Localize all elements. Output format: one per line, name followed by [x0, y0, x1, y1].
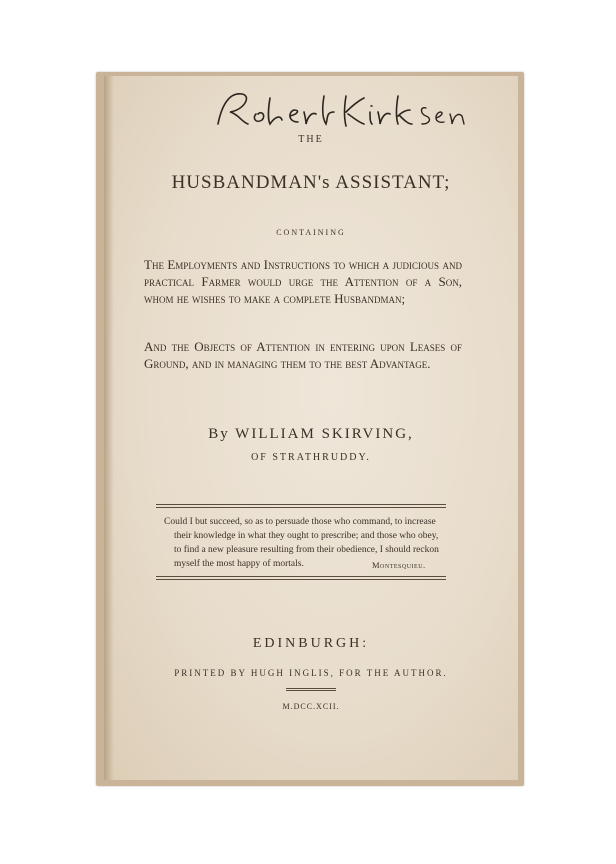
handwritten-signature [208, 84, 468, 136]
quote-line: their knowledge in what they ought to prescribe; and those who obey, [174, 531, 439, 541]
book-title: HUSBANDMAN's ASSISTANT; [171, 172, 451, 193]
quote-line: to find a new pleasure resulting from their obedience, I should reckon [174, 545, 439, 555]
description-paragraph-2: And the Objects of Attention in entering upon Leases of Ground, and in managing them to the best Advantage. [144, 339, 462, 371]
author-line: By WILLIAM SKIRVING, [208, 426, 414, 442]
imprint-place: EDINBURGH: [252, 636, 370, 651]
date-rule-inner [286, 690, 336, 691]
quote-line: Could I but succeed, so as to persuade those who command, to increase [164, 517, 436, 527]
date-rule [286, 688, 336, 689]
imprint-printer: PRINTED BY HUGH INGLIS, FOR THE AUTHOR. [174, 668, 448, 678]
imprint-date: M.DCC.XCII. [282, 702, 340, 711]
description-paragraph-1: The Employments and Instructions to which a judicious and practical Farmer would urge the Attention of a Son, whom he wishes to make a complete Husbandman; [144, 257, 462, 306]
quote-attribution: Montesquieu. [372, 560, 426, 570]
quote-top-rule-inner [156, 507, 446, 508]
quote-bottom-rule [156, 576, 446, 577]
quote-line: myself the most happy of mortals. [174, 559, 304, 569]
quote-bottom-rule-inner [156, 579, 446, 580]
author-location: OF STRATHRUDDY. [251, 452, 371, 463]
quote-top-rule [156, 504, 446, 505]
containing-label: CONTAINING [276, 228, 346, 237]
title-the: THE [298, 134, 324, 145]
title-page [104, 76, 518, 780]
